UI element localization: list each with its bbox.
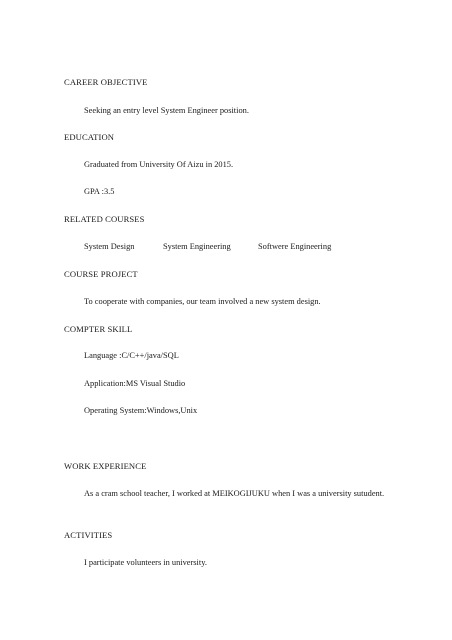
activities-text: I participate volunteers in university. xyxy=(84,558,207,567)
course-item: System Design xyxy=(84,242,135,251)
computer-skill-heading: COMPTER SKILL xyxy=(64,324,133,334)
work-experience-text: As a cram school teacher, I worked at MEIKOGIJUKU when I was a university sutudent. xyxy=(84,489,385,498)
career-objective-heading: CAREER OBJECTIVE xyxy=(64,77,148,87)
activities-heading: ACTIVITIES xyxy=(64,530,113,540)
work-experience-heading: WORK EXPERIENCE xyxy=(64,461,147,471)
skill-language: Language :C/C++/java/SQL xyxy=(84,351,179,360)
skill-application: Application:MS Visual Studio xyxy=(84,379,186,388)
education-gpa: GPA :3.5 xyxy=(84,187,115,196)
related-courses-heading: RELATED COURSES xyxy=(64,214,145,224)
career-objective-text: Seeking an entry level System Engineer position. xyxy=(84,106,249,115)
education-graduated: Graduated from University Of Aizu in 2015. xyxy=(84,160,234,169)
skill-os: Operating System:Windows,Unix xyxy=(84,406,198,415)
course-item: System Engineering xyxy=(163,242,231,251)
course-project-text: To cooperate with companies, our team involved a new system design. xyxy=(84,297,321,306)
education-heading: EDUCATION xyxy=(64,132,115,142)
course-project-heading: COURSE PROJECT xyxy=(64,269,138,279)
course-item: Softwere Engineering xyxy=(258,242,332,251)
